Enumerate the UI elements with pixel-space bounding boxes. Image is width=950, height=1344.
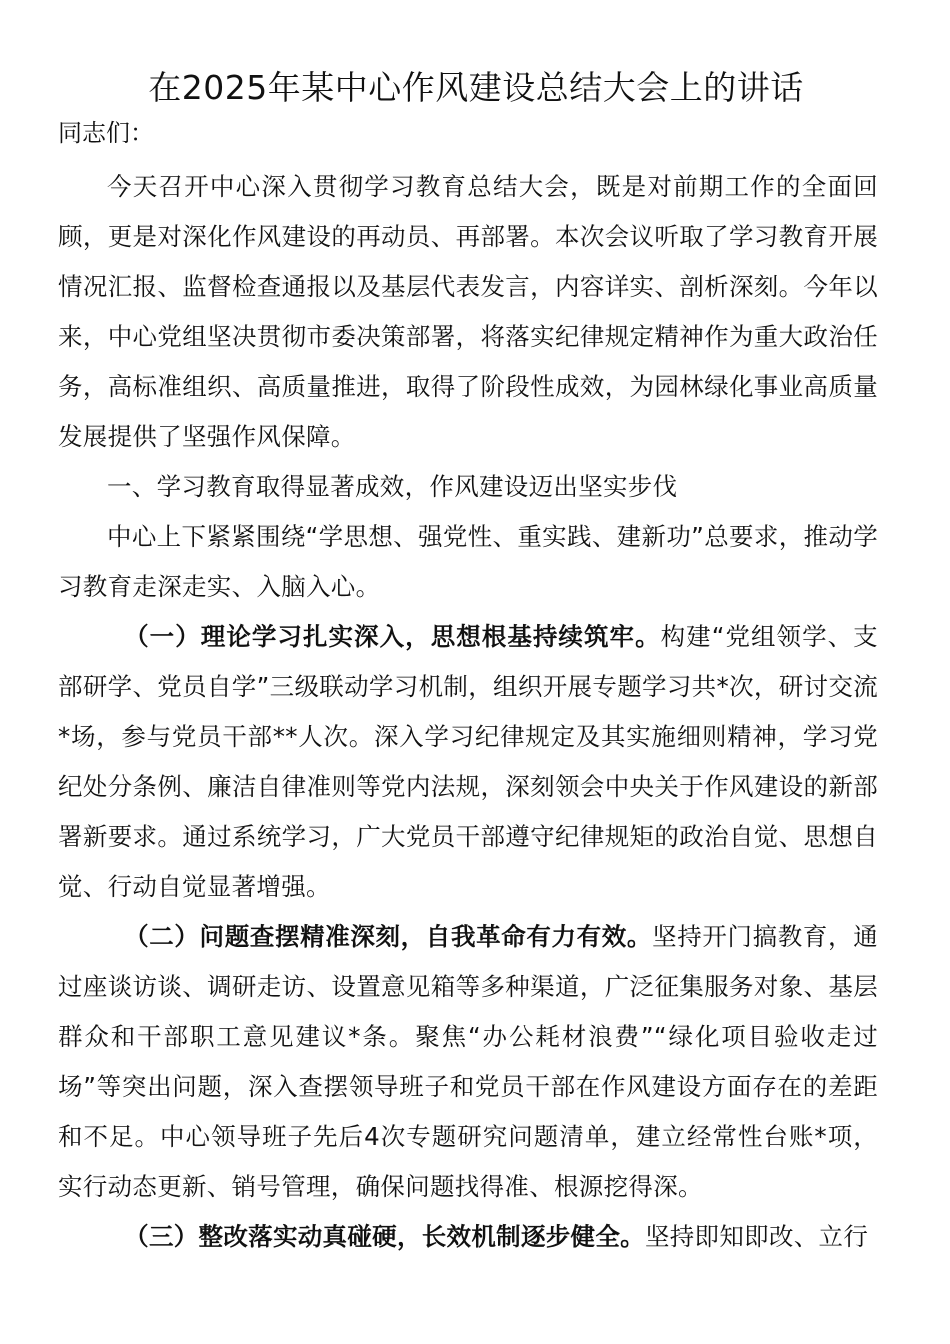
item-1-paragraph — [58, 612, 878, 912]
intro-paragraph: 今天召开中心深入贯彻学习教育总结大会，既是对前期工作的全面回顾，更是对深化作风建设的再动员、再部署。本次会议听取了学习教育开展情况汇报、监督检查通报以及基层代表发言，内容详实、剖析深刻。今年以来，中心党组坚决贯彻市委决策部署，将落实纪律规定精神作为重大政治任务，高标准组织、高质量推进，取得了阶段性成效，为园林绿化事业高质量发展提供了坚强作风保障。 — [58, 172, 878, 451]
section-1-heading: 一、学习教育取得显著成效，作风建设迈出坚实步伐 — [107, 472, 678, 501]
section-1-intro: 中心上下紧紧围绕“学思想、强党性、重实践、建新功”总要求，推动学习教育走深走实、入脑入心。 — [58, 522, 878, 601]
item-3-paragraph — [58, 1212, 878, 1262]
item-2-paragraph — [58, 912, 878, 1212]
item-2-body: 坚持开门搞教育，通过座谈访谈、调研走访、设置意见箱等多种渠道，广泛征集服务对象、基层群众和干部职工意见建议*条。聚焦“办公耗材浪费”“绿化项目验收走过场”等突出问题，深入查摆领导班子和党员干部在作风建设方面存在的差距和不足。中心领导班子先后4次专题研究问题清单，建立经常性台账*项，实行动态更新、销号管理，确保问题找得准、根源挖得深。 — [58, 922, 878, 1201]
item-1-lead: （一）理论学习扎实深入，思想根基持续筑牢。 — [124, 622, 661, 651]
document-title: 在2025年某中心作风建设总结大会上的讲话 — [148, 68, 804, 107]
item-1-body: 构建“党组领学、支部研学、党员自学”三级联动学习机制，组织开展专题学习共*次，研讨交流*场，参与党员干部**人次。深入学习纪律规定及其实施细则精神，学习党纪处分条例、廉洁自律准则等党内法规，深刻领会中央关于作风建设的新部署新要求。通过系统学习，广大党员干部遵守纪律规矩的政治自觉、思想自觉、行动自觉显著增强。 — [58, 622, 878, 901]
salutation: 同志们： — [58, 119, 154, 147]
item-3-lead: （三）整改落实动真碰硬，长效机制逐步健全。 — [124, 1222, 645, 1251]
item-3-body: 坚持即知即改、立行 — [644, 1222, 869, 1251]
item-2-lead: （二）问题查摆精准深刻，自我革命有力有效。 — [124, 922, 653, 951]
